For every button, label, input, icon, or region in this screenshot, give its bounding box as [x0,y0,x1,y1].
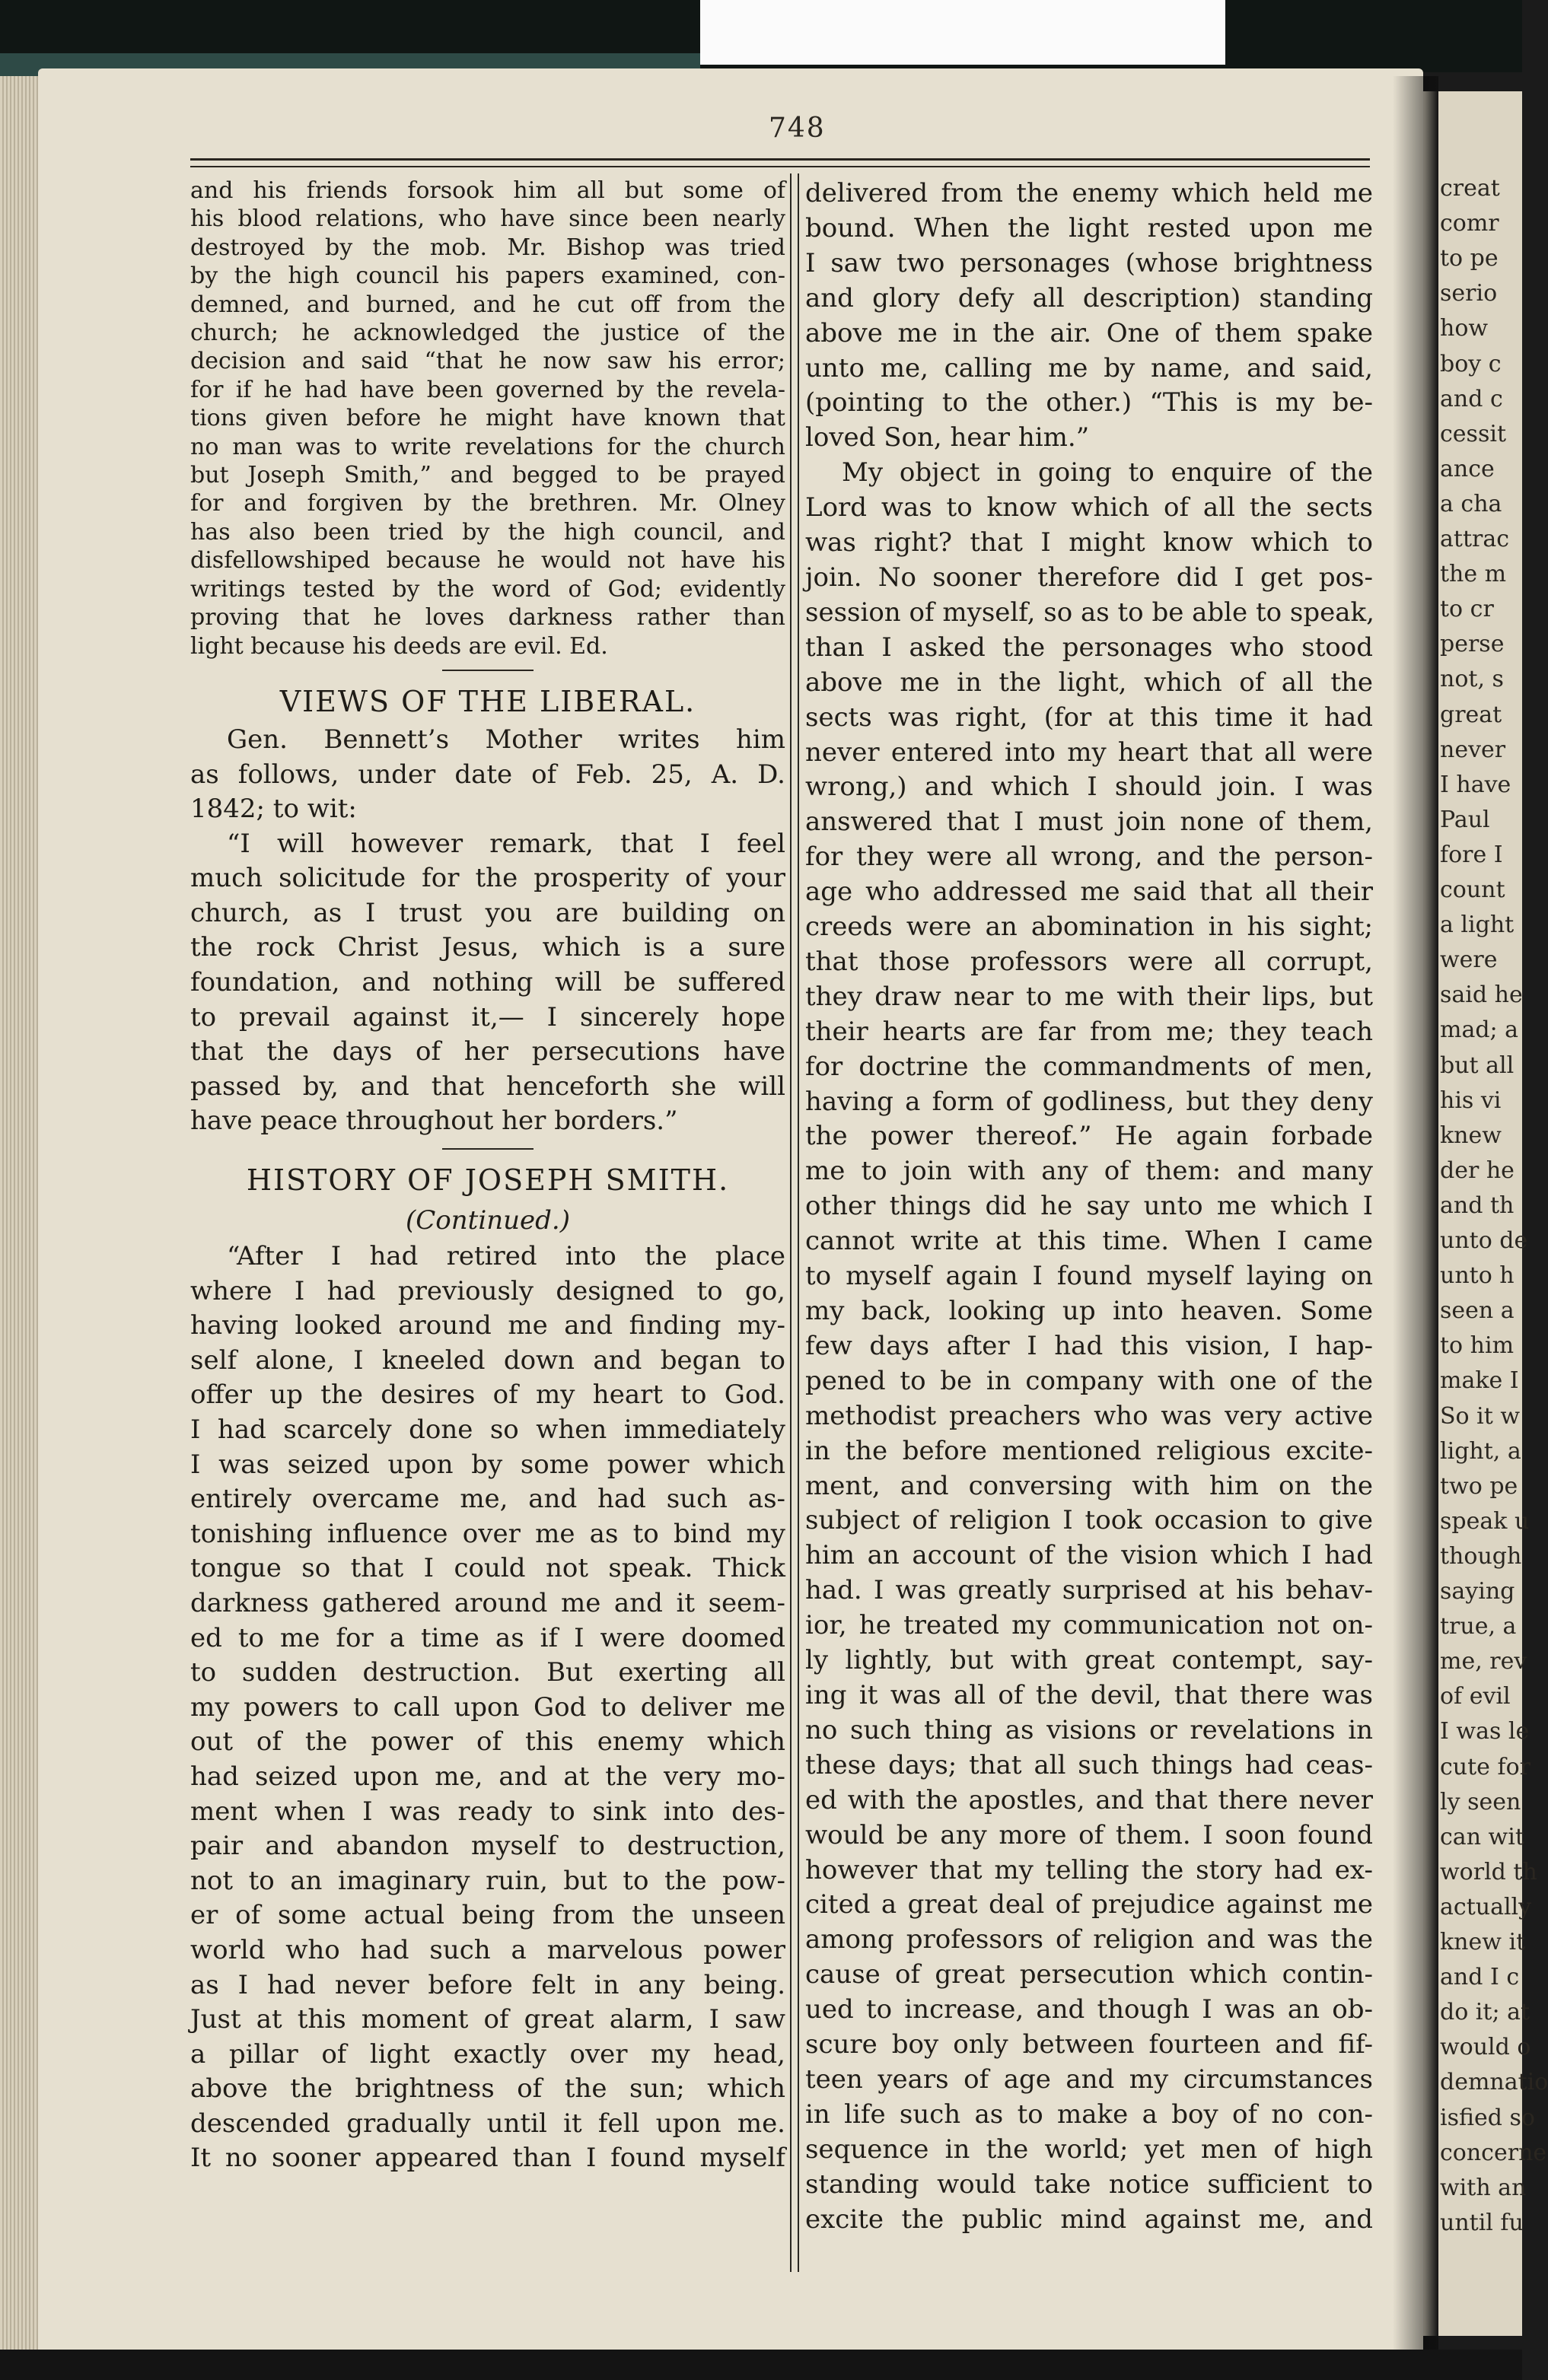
facing-page-text: unto de [1440,1227,1528,1254]
facing-page-text: creat [1440,175,1500,202]
facing-page-text: So it w [1440,1402,1521,1430]
facing-page-text: do it; at [1440,1999,1530,2026]
text-line: ing it was all of the devil, that there was [805,1679,1373,1710]
text-line: and glory defy all description) standing [805,282,1373,313]
text-line: join. No sooner therefore did I get pos- [805,562,1373,593]
text-line: destroyed by the mob. Mr. Bishop was tried [190,234,785,261]
text-line: had. I was greatly surprised at his behav- [805,1575,1373,1606]
facing-page-text: the m [1440,561,1507,588]
text-line: tonishing influence over me as to bind my [190,1518,785,1549]
section-divider [442,670,534,671]
text-line: to myself again I found myself laying on [805,1261,1373,1292]
left-column [190,177,785,2176]
facing-page-text: perse [1440,631,1505,658]
text-line: cause of great persecution which contin- [805,1959,1373,1990]
text-line: that those professors were all corrupt, [805,946,1373,977]
text-line: age who addressed me said that all their [805,877,1373,908]
text-line: where I had previously designed to go, [190,1275,785,1306]
text-line: pair and abandon myself to destruction, [190,1831,785,1862]
text-line: bound. When the light rested upon me [805,212,1373,243]
text-line: they draw near to me with their lips, but [805,981,1373,1012]
facing-page-text: to cr [1440,596,1494,623]
text-line: I was seized upon by some power which [190,1449,785,1480]
text-line: proving that he loves darkness rather than [190,604,785,632]
text-line: but Joseph Smith,” and begged to be prayed [190,462,785,489]
text-line: disfellowshiped because he would not have his [190,547,785,574]
text-line: for they were all wrong, and the person- [805,842,1373,873]
text-line: no man was to write revelations for the church [190,433,785,460]
facing-page-text: can wit [1440,1823,1524,1850]
text-line: darkness gathered around me and it seem- [190,1587,785,1618]
text-line: “I will however remark, that I feel [227,828,785,859]
facing-page-text: and th [1440,1192,1515,1219]
text-line: ment, and conversing with him on the [805,1470,1373,1501]
text-line: tongue so that I could not speak. Thick [190,1553,785,1584]
facing-page-text: I have [1440,771,1511,798]
text-line: sequence in the world; yet men of high [805,2133,1373,2165]
text-line: self alone, I kneeled down and began to [190,1344,785,1376]
facing-page-text: said he [1440,982,1523,1009]
text-line: me to join with any of them: and many [805,1156,1373,1187]
text-line: er of some actual being from the unseen [190,1900,785,1931]
text-line: light because his deeds are evil. Ed. [190,632,608,660]
text-line: cannot write at this time. When I came [805,1226,1373,1257]
facing-page-text: how [1440,315,1489,342]
facing-page-text: I was le [1440,1718,1530,1745]
text-line: would be any more of them. I soon found [805,1819,1373,1850]
text-line: ued to increase, and though I was an ob- [805,1994,1373,2025]
text-line: that the days of her persecutions have [190,1036,785,1068]
text-line: foundation, and nothing will be suffered [190,967,785,998]
text-line: much solicitude for the prosperity of your [190,863,785,894]
text-line: Just at this moment of great alarm, I saw [190,2004,785,2035]
text-line: writings tested by the word of God; evidently [190,575,785,603]
text-line: wrong,) and which I should join. I was [805,772,1373,803]
facing-page-text: speak u [1440,1507,1530,1535]
text-line: have peace throughout her borders.” [190,1106,678,1137]
header-rule [190,158,1370,167]
text-line: scure boy only between fourteen and fif- [805,2029,1373,2060]
facing-page-text: though [1440,1542,1522,1570]
facing-page-text: unto h [1440,1262,1515,1290]
text-line: by the high council his papers examined, con- [190,262,785,290]
facing-page-text: world th [1440,1858,1537,1885]
text-line: the power thereof.” He again forbade [805,1121,1373,1152]
text-line: It no sooner appeared than I found myself [190,2143,785,2174]
facing-page-text: until fu [1440,2209,1524,2236]
text-line: having a form of godliness, but they deny [805,1086,1373,1117]
facing-page-text: attrac [1440,526,1510,552]
text-line: Gen. Bennett’s Mother writes him [227,724,785,755]
text-line: delivered from the enemy which held me [805,178,1373,208]
facing-page-text: fore I [1440,841,1503,868]
facing-page-text: a light [1440,912,1515,939]
text-line: 1842; to wit: [190,794,357,825]
text-line: ior, he treated my communication not on- [805,1610,1373,1641]
text-line: tions given before he might have known that [190,405,785,432]
text-line: my powers to call upon God to deliver me [190,1691,785,1723]
history-heading: HISTORY OF JOSEPH SMITH. [246,1163,730,1198]
text-line: has also been tried by the high council, and [190,518,785,546]
facing-page-text: saying [1440,1578,1515,1605]
facing-page-text: ance [1440,455,1495,482]
facing-page-text: cute for [1440,1753,1530,1780]
facing-page-text: cessit [1440,420,1506,447]
facing-page-text: actually [1440,1893,1532,1920]
facing-page-text: and I c [1440,1964,1520,1991]
text-line: world who had such a marvelous power [190,1934,785,1965]
text-line: session of myself, so as to be able to speak, [805,597,1374,628]
facing-page-text: light, a [1440,1437,1521,1465]
text-line: answered that I must join none of them, [805,807,1373,838]
facing-page-text: with an [1440,2174,1527,2201]
text-line: teen years of age and my circumstances [805,2063,1373,2095]
history-text [190,1239,785,2176]
text-line: my back, looking up into heaven. Some [805,1296,1373,1326]
text-line: loved Son, hear him.” [805,422,1090,453]
text-line: him an account of the vision which I had [805,1540,1373,1571]
facing-page-text: ly seen [1440,1788,1521,1815]
text-line: (pointing to the other.) “This is my be- [805,387,1373,418]
facing-page-text: comr [1440,210,1499,237]
text-line: excite the public mind against me, and [805,2203,1373,2235]
text-line: ly lightly, but with great contempt, say- [805,1645,1373,1676]
facing-page-text: never [1440,736,1506,763]
page-number: 748 [769,113,826,144]
text-line: for and forgiven by the brethren. Mr. Olney [190,490,785,517]
text-line: than I asked the personages who stood [805,632,1373,663]
facing-page-text: were [1440,947,1498,974]
text-line: was right? that I might know which to [805,527,1373,558]
text-line: as follows, under date of Feb. 25, A. D. [190,759,785,790]
text-line: above me in the light, which of all the [805,667,1373,698]
text-line: cited a great deal of prejudice against me [805,1889,1373,1920]
text-line: pened to be in company with one of the [805,1365,1373,1396]
text-line: out of the power of this enemy which [190,1726,785,1758]
text-line: church, as I trust you are building on [190,897,785,928]
text-line: standing would take notice sufficient to [805,2168,1373,2200]
views-text [190,723,785,1139]
text-line: I had scarcely done so when immediately [190,1414,785,1445]
text-line: in life such as to make a boy of no con- [805,2098,1373,2130]
text-line: never entered into my heart that all were [805,737,1373,768]
text-line: church; he acknowledged the justice of the [190,320,785,347]
facing-page-text: not, s [1440,666,1504,693]
text-line: I saw two personages (whose brightness [805,247,1373,278]
text-line: as I had never before felt in any being. [190,1969,785,2000]
text-line: for if he had have been governed by the revela- [190,376,785,403]
facing-page-text: great [1440,701,1502,728]
text-line: ment when I was ready to sink into des- [190,1796,785,1827]
text-line: sects was right, (for at this time it had [805,702,1373,733]
text-line: creeds were an abomination in his sight; [805,912,1373,943]
facing-page-text: knew [1440,1122,1502,1149]
text-line: other things did he say unto me which I [805,1191,1373,1222]
text-line: above me in the air. One of them spake [805,317,1373,348]
facing-page-text: isfied so [1440,2104,1535,2131]
section-divider [442,1148,534,1150]
text-line: methodist preachers who was very active [805,1400,1373,1431]
book-bottom [0,2350,1522,2380]
views-heading: VIEWS OF THE LIBERAL. [279,684,696,718]
text-line: the rock Christ Jesus, which is a sure [190,932,785,963]
facing-page-text: of evil [1440,1683,1511,1710]
text-line: above the brightness of the sun; which [190,2073,785,2105]
facing-page-text: count [1440,877,1505,903]
text-line: his blood relations, who have since been nearly [190,205,785,233]
text-line: My object in going to enquire of the [842,457,1373,488]
facing-page-text: Paul [1440,806,1490,833]
text-line: passed by, and that henceforth she will [190,1071,785,1102]
facing-page-text: would o [1440,2034,1531,2061]
facing-page-text: knew it [1440,1929,1526,1955]
text-line: these days; that all such things had ceas- [805,1749,1373,1780]
text-line: for doctrine the commandments of men, [805,1051,1373,1082]
text-line: decision and said “that he now saw his error; [190,348,785,375]
gutter-shadow [1393,76,1438,2351]
facing-page-text: to him [1440,1332,1515,1360]
facing-page-text: boy c [1440,350,1502,377]
text-line: “After I had retired into the place [227,1241,785,1272]
text-line: no such thing as visions or revelations in [805,1714,1373,1745]
text-line: Lord was to know which of all the sects [805,492,1373,523]
text-line: however that my telling the story had ex- [805,1854,1373,1885]
text-line: ed to me for a time as if I were doomed [190,1622,785,1653]
text-line: among professors of religion and was the [805,1924,1373,1955]
facing-page-text: his vi [1440,1087,1502,1114]
text-line: few days after I had this vision, I hap- [805,1330,1373,1361]
facing-page-text: der he [1440,1157,1515,1184]
paper-tab [700,0,1225,65]
facing-page-text: mad; a [1440,1017,1519,1044]
text-line: to prevail against it,— I sincerely hope [190,1001,785,1032]
facing-page-text: seen a [1440,1297,1515,1325]
text-line: in the before mentioned religious excite- [805,1435,1373,1466]
facing-page-text: serio [1440,280,1498,307]
text-line: a pillar of light exactly over my head, [190,2038,785,2070]
editor-note [190,177,785,660]
middle-column [805,177,1373,2237]
text-line: unto me, calling me by name, and said, [805,352,1373,383]
text-line: descended gradually until it fell upon me. [190,2108,785,2139]
history-subheading: (Continued.) [406,1205,570,1236]
text-line: and his friends forsook him all but some of [190,177,785,204]
text-line: subject of religion I took occasion to give [805,1505,1373,1536]
column-rule [790,173,799,2272]
text-line: to sudden destruction. But exerting all [190,1657,785,1688]
facing-page-text: two pe [1440,1472,1518,1500]
facing-page-text: but all [1440,1052,1515,1079]
text-line: demned, and burned, and he cut off from the [190,291,785,318]
text-line: ed with the apostles, and that there never [805,1784,1373,1815]
facing-page-text: demnatio [1440,2069,1548,2096]
text-line: had seized upon me, and at the very mo- [190,1761,785,1792]
facing-page-text: make I [1440,1367,1519,1395]
text-line: offer up the desires of my heart to God. [190,1379,785,1411]
facing-page-text: concerne [1440,2139,1547,2166]
facing-page-text: and c [1440,385,1503,412]
page-fore-edge [0,76,42,2359]
text-line: having looked around me and finding my- [190,1310,785,1341]
text-line: not to an imaginary ruin, but to the pow- [190,1865,785,1896]
facing-page-text: me, rev [1440,1648,1527,1675]
text-line: their hearts are far from me; they teach [805,1016,1373,1047]
text-line: entirely overcame me, and had such as- [190,1484,785,1515]
facing-page-text: true, a [1440,1613,1517,1640]
facing-page-text: a cha [1440,490,1502,517]
facing-page-text: to pe [1440,245,1499,272]
